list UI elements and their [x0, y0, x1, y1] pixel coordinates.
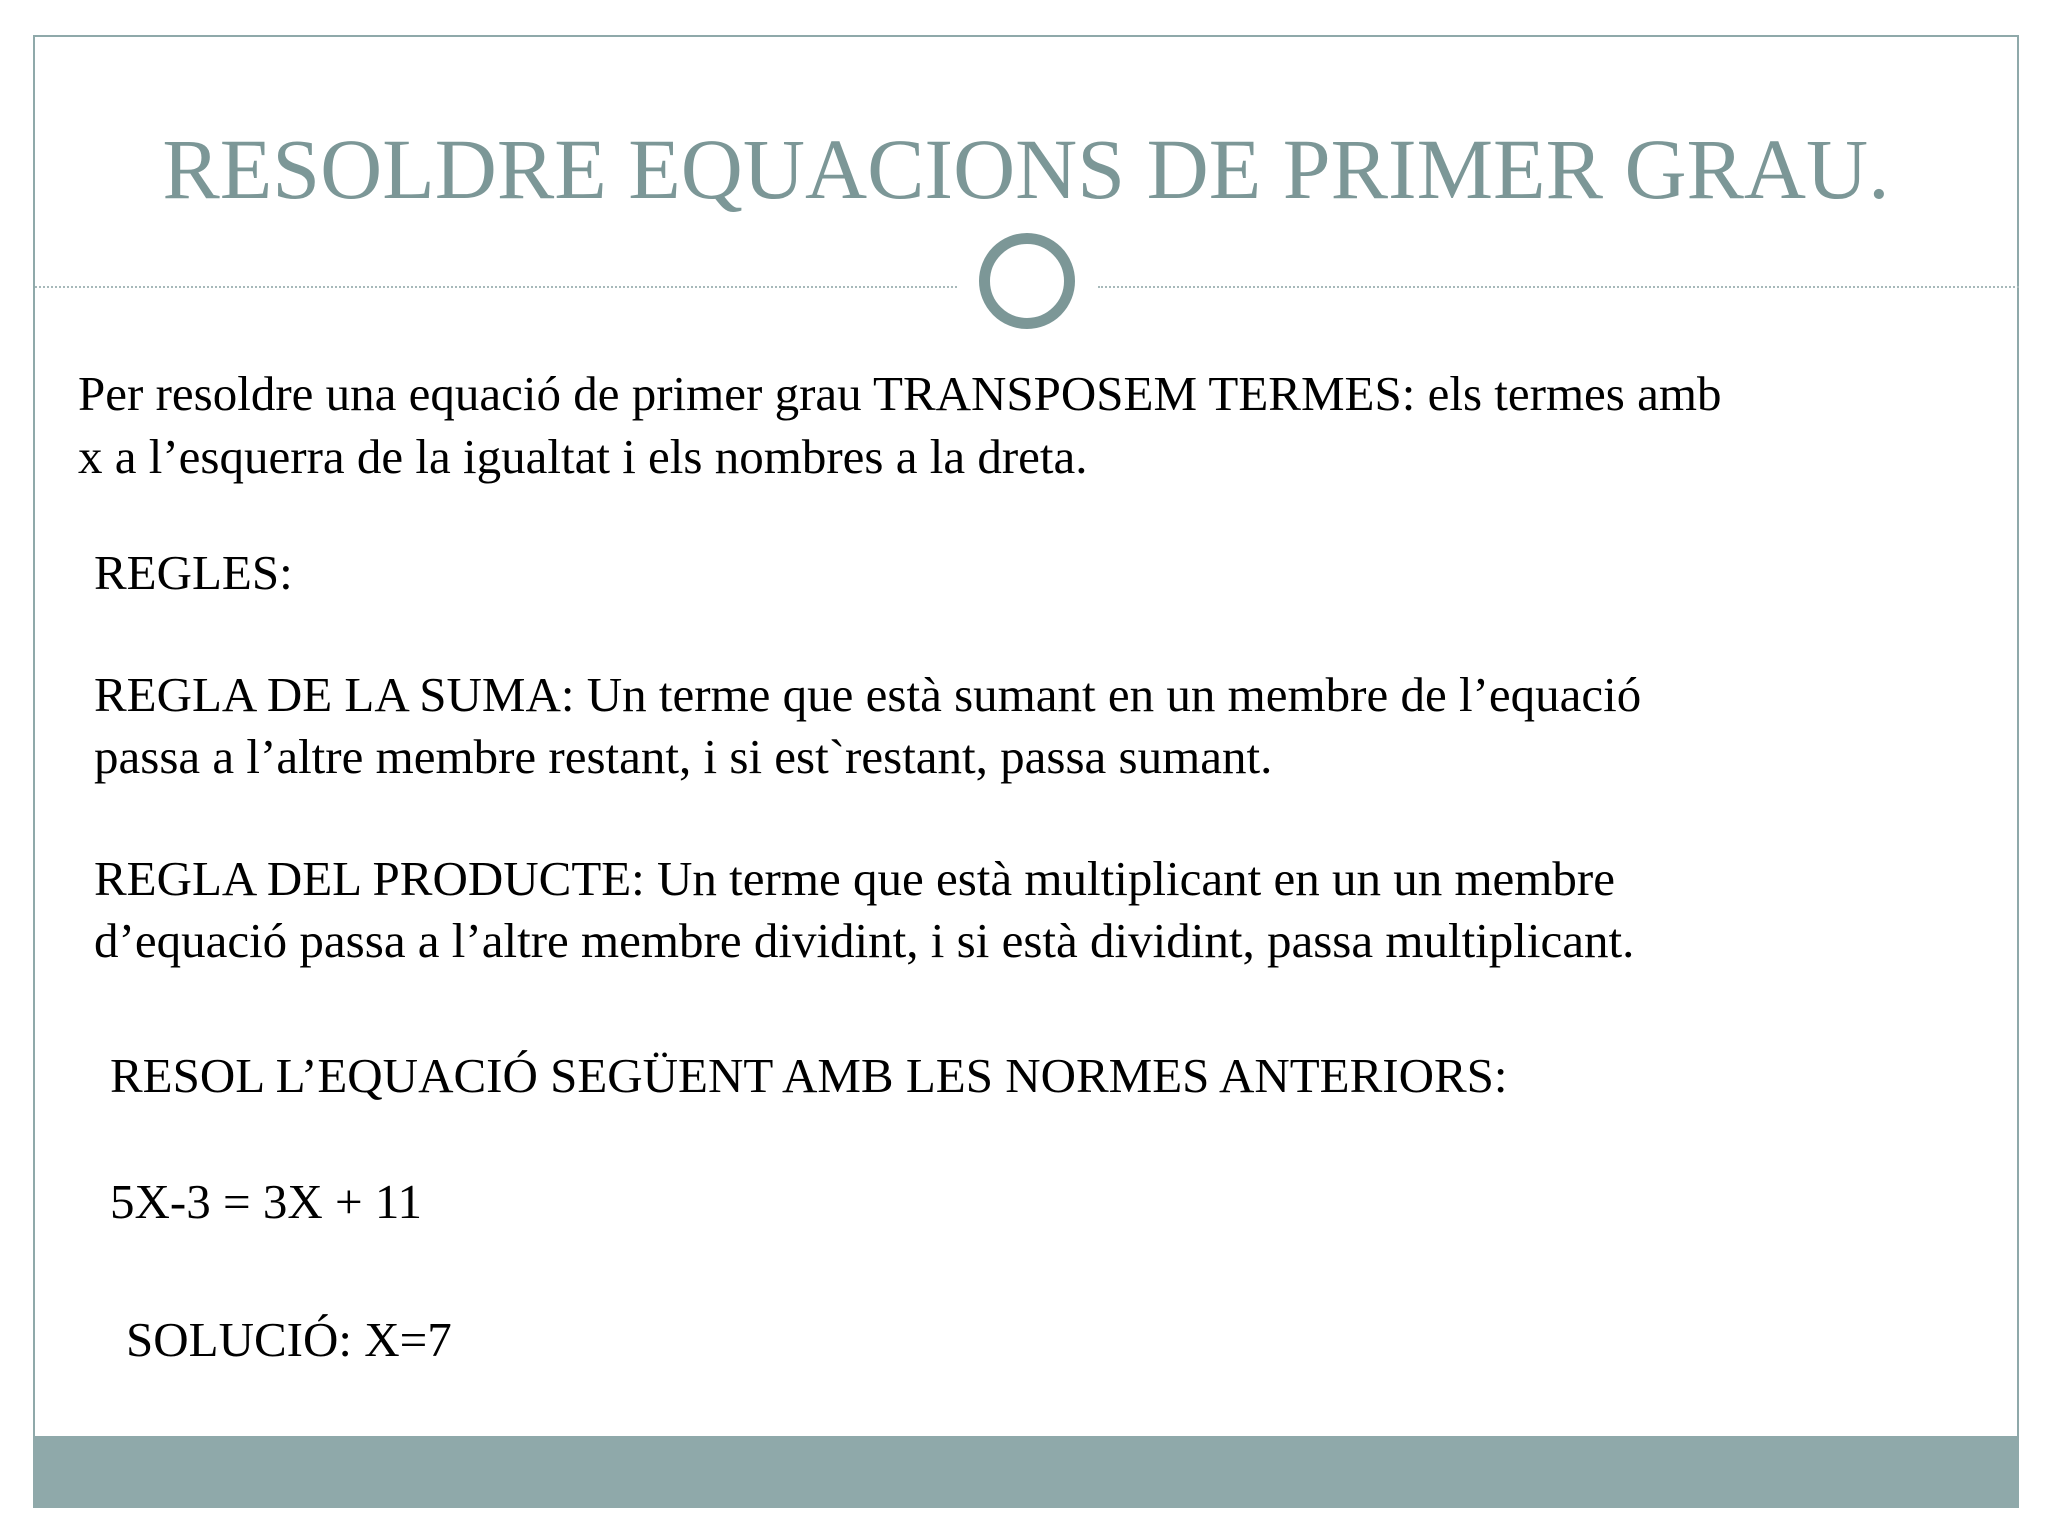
intro-line-1: Per resoldre una equació de primer grau TRANSPOSEM TERMES: els termes amb — [78, 366, 1722, 421]
sum-rule-line-1: REGLA DE LA SUMA: Un terme que està sumant en un membre de l’equació — [94, 667, 1642, 722]
slide — [33, 35, 2019, 1508]
circle-ornament — [979, 233, 1075, 329]
title-divider-right — [1098, 286, 2019, 288]
title-divider-left — [35, 286, 957, 288]
sum-rule-line-2: passa a l’altre membre restant, i si est`restant, passa sumant. — [94, 729, 1273, 784]
product-rule-line-2: d’equació passa a l’altre membre dividint, i si està dividint, passa multiplicant. — [94, 913, 1635, 968]
exercise-prompt: RESOL L’EQUACIÓ SEGÜENT AMB LES NORMES ANTERIORS: — [110, 1048, 1508, 1103]
solution: SOLUCIÓ: X=7 — [126, 1312, 452, 1367]
slide-title: RESOLDRE EQUACIONS DE PRIMER GRAU. — [162, 121, 1890, 217]
product-rule-line-1: REGLA DEL PRODUCTE: Un terme que està multiplicant en un un membre — [94, 851, 1615, 906]
intro-line-2: x a l’esquerra de la igualtat i els nombres a la dreta. — [78, 429, 1088, 484]
equation: 5X-3 = 3X + 11 — [110, 1174, 423, 1229]
footer-bar — [35, 1436, 2017, 1506]
rules-heading: REGLES: — [94, 545, 293, 600]
